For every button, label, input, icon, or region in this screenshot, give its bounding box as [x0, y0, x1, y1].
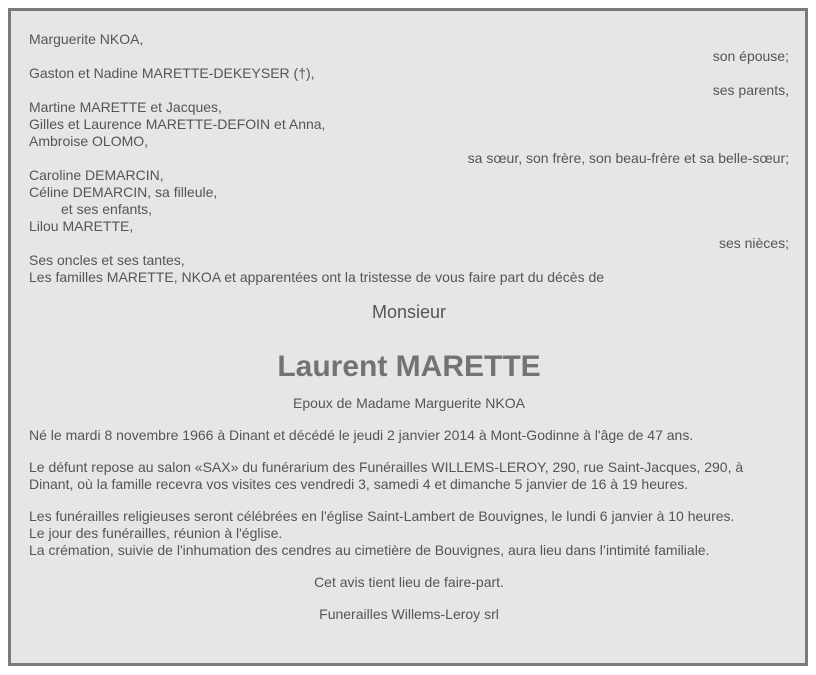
niece-line: Lilou MARETTE, — [29, 218, 134, 234]
niece-line: Caroline DEMARCIN, — [29, 167, 164, 183]
parents-name: Gaston et Nadine MARETTE-DEKEYSER (†), — [29, 65, 315, 81]
spouse-name: Marguerite NKOA, — [29, 31, 144, 47]
spouse-role: son épouse; — [712, 48, 789, 64]
rest-line: Le défunt repose au salon «SAX» du funérarium des Funérailles WILLEMS-LEROY, 290, rue Saint-Jacques, 290, à — [29, 459, 744, 475]
deceased-spouse: Epoux de Madame Marguerite NKOA — [293, 395, 525, 411]
uncles-line: Ses oncles et ses tantes, — [29, 252, 185, 268]
sibling-line: Martine MARETTE et Jacques, — [29, 99, 222, 115]
deceased-title: Monsieur — [371, 302, 447, 322]
sibling-line: Ambroise OLOMO, — [29, 133, 149, 149]
funeral-line: Le jour des funérailles, réunion à l'église. — [29, 525, 283, 541]
deceased-name: Laurent MARETTE — [277, 350, 541, 383]
announcement: Les familles MARETTE, NKOA et apparentées ont la tristesse de vous faire part du décès de — [29, 269, 605, 285]
birth-death-paragraph — [29, 427, 789, 444]
parents-role: ses parents, — [712, 82, 789, 98]
notice-paragraph — [29, 574, 789, 591]
niece-line: et ses enfants, — [61, 201, 153, 217]
birth-death: Né le mardi 8 novembre 1966 à Dinant et décédé le jeudi 2 janvier 2014 à Mont-Godinne à l'âge de 47 ans. — [29, 427, 694, 443]
notice-line: Cet avis tient lieu de faire-part. — [314, 574, 504, 590]
undertaker-name: Funerailles Willems-Leroy srl — [319, 606, 499, 622]
undertaker-paragraph — [29, 606, 789, 623]
obituary-notice — [29, 31, 789, 623]
nieces-role: ses nièces; — [718, 235, 789, 251]
funeral-line: Les funérailles religieuses seront célébrées en l'église Saint-Lambert de Bouvignes, le lundi 6 janvier à 10 heures. — [29, 508, 735, 524]
niece-line: Céline DEMARCIN, sa filleule, — [29, 184, 218, 200]
siblings-role: sa sœur, son frère, son beau-frère et sa belle-sœur; — [467, 150, 789, 166]
funeral-line: La crémation, suivie de l'inhumation des cendres au cimetière de Bouvignes, aura lieu dans l’intimité familiale. — [29, 542, 710, 558]
rest-paragraph — [29, 459, 789, 493]
sibling-line: Gilles et Laurence MARETTE-DEFOIN et Anna, — [29, 116, 326, 132]
rest-line: Dinant, où la famille recevra vos visites ces vendredi 3, samedi 4 et dimanche 5 janvier de 16 à 19 heures. — [29, 476, 689, 492]
funeral-paragraph — [29, 508, 789, 559]
obituary-frame — [8, 8, 808, 666]
